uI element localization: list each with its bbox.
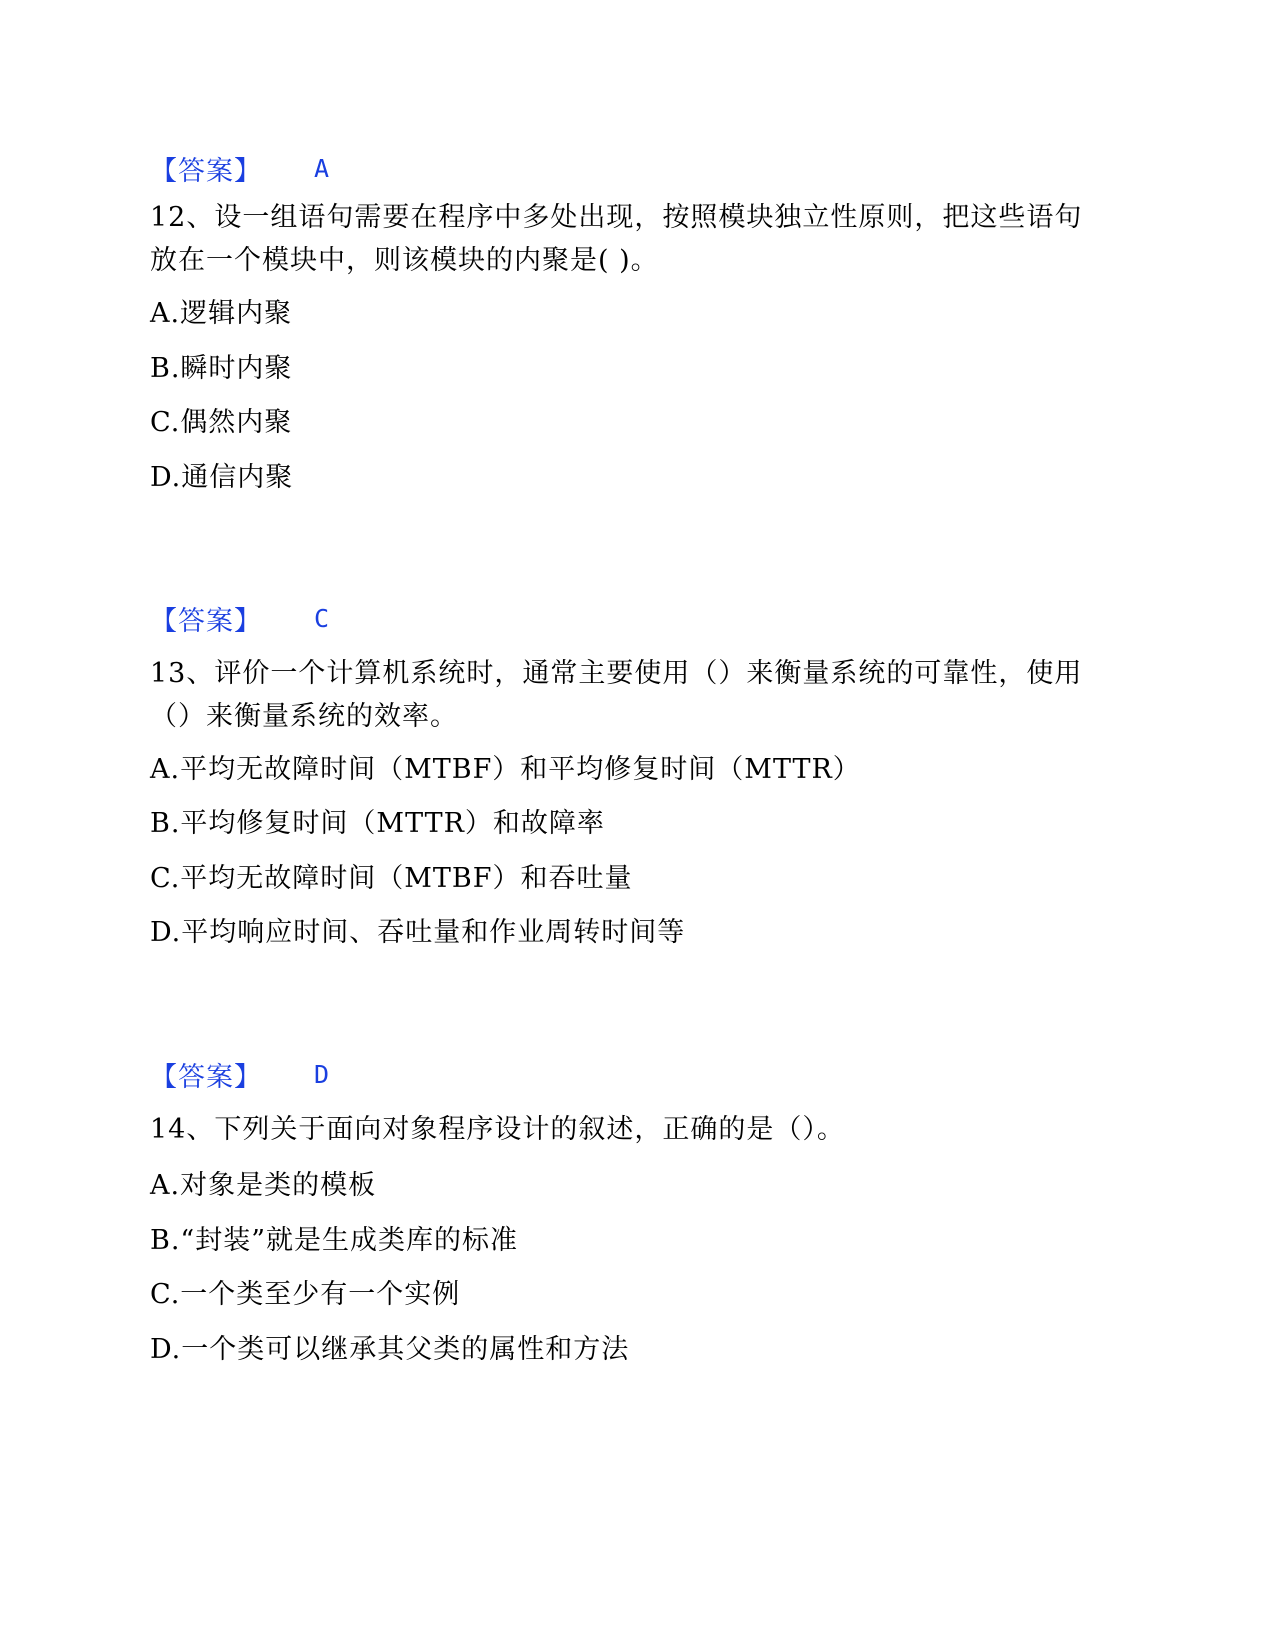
- option-b: B.平均修复时间（MTTR）和故障率: [150, 807, 605, 839]
- answer-value: C: [314, 603, 330, 633]
- answer-row-q11: [150, 148, 329, 188]
- answer-value: A: [314, 153, 330, 183]
- question-text: 评价一个计算机系统时，通常主要使用（）来衡量系统的可靠性，使用: [214, 658, 1083, 689]
- answer-row-q12: [150, 598, 329, 638]
- question-line: [150, 1108, 1110, 1151]
- question-text: 设一组语句需要在程序中多处出现，按照模块独立性原则，把这些语句: [214, 202, 1083, 233]
- answer-row-q13: [150, 1054, 329, 1094]
- answer-value: D: [314, 1059, 330, 1089]
- option-c: C.平均无故障时间（MTBF）和吞吐量: [150, 862, 633, 894]
- option-d: D.一个类可以继承其父类的属性和方法: [150, 1333, 630, 1365]
- answer-label: 【答案】: [150, 1061, 262, 1093]
- option-b: B.“封装”就是生成类库的标准: [150, 1224, 519, 1256]
- question-line: [150, 652, 1110, 695]
- option-b: B.瞬时内聚: [150, 352, 293, 384]
- option-c: C.一个类至少有一个实例: [150, 1278, 461, 1310]
- option-d: D.通信内聚: [150, 461, 294, 493]
- question-line: （）来衡量系统的效率。: [150, 701, 458, 732]
- question-12: [150, 196, 1110, 282]
- option-a: A.逻辑内聚: [150, 297, 293, 329]
- answer-label: 【答案】: [150, 155, 262, 187]
- answer-label: 【答案】: [150, 605, 262, 637]
- question-number: 12、: [150, 202, 215, 233]
- question-number: 14、: [150, 1114, 215, 1145]
- question-line: [150, 196, 1110, 239]
- question-13: [150, 652, 1110, 738]
- question-number: 13、: [150, 658, 215, 689]
- question-14: [150, 1108, 1110, 1151]
- question-line: 放在一个模块中，则该模块的内聚是( )。: [150, 245, 659, 276]
- option-a: A.平均无故障时间（MTBF）和平均修复时间（MTTR）: [150, 753, 861, 785]
- option-d: D.平均响应时间、吞吐量和作业周转时间等: [150, 916, 686, 948]
- option-c: C.偶然内聚: [150, 406, 293, 438]
- question-text: 下列关于面向对象程序设计的叙述，正确的是（）。: [214, 1114, 845, 1145]
- option-a: A.对象是类的模板: [150, 1169, 377, 1201]
